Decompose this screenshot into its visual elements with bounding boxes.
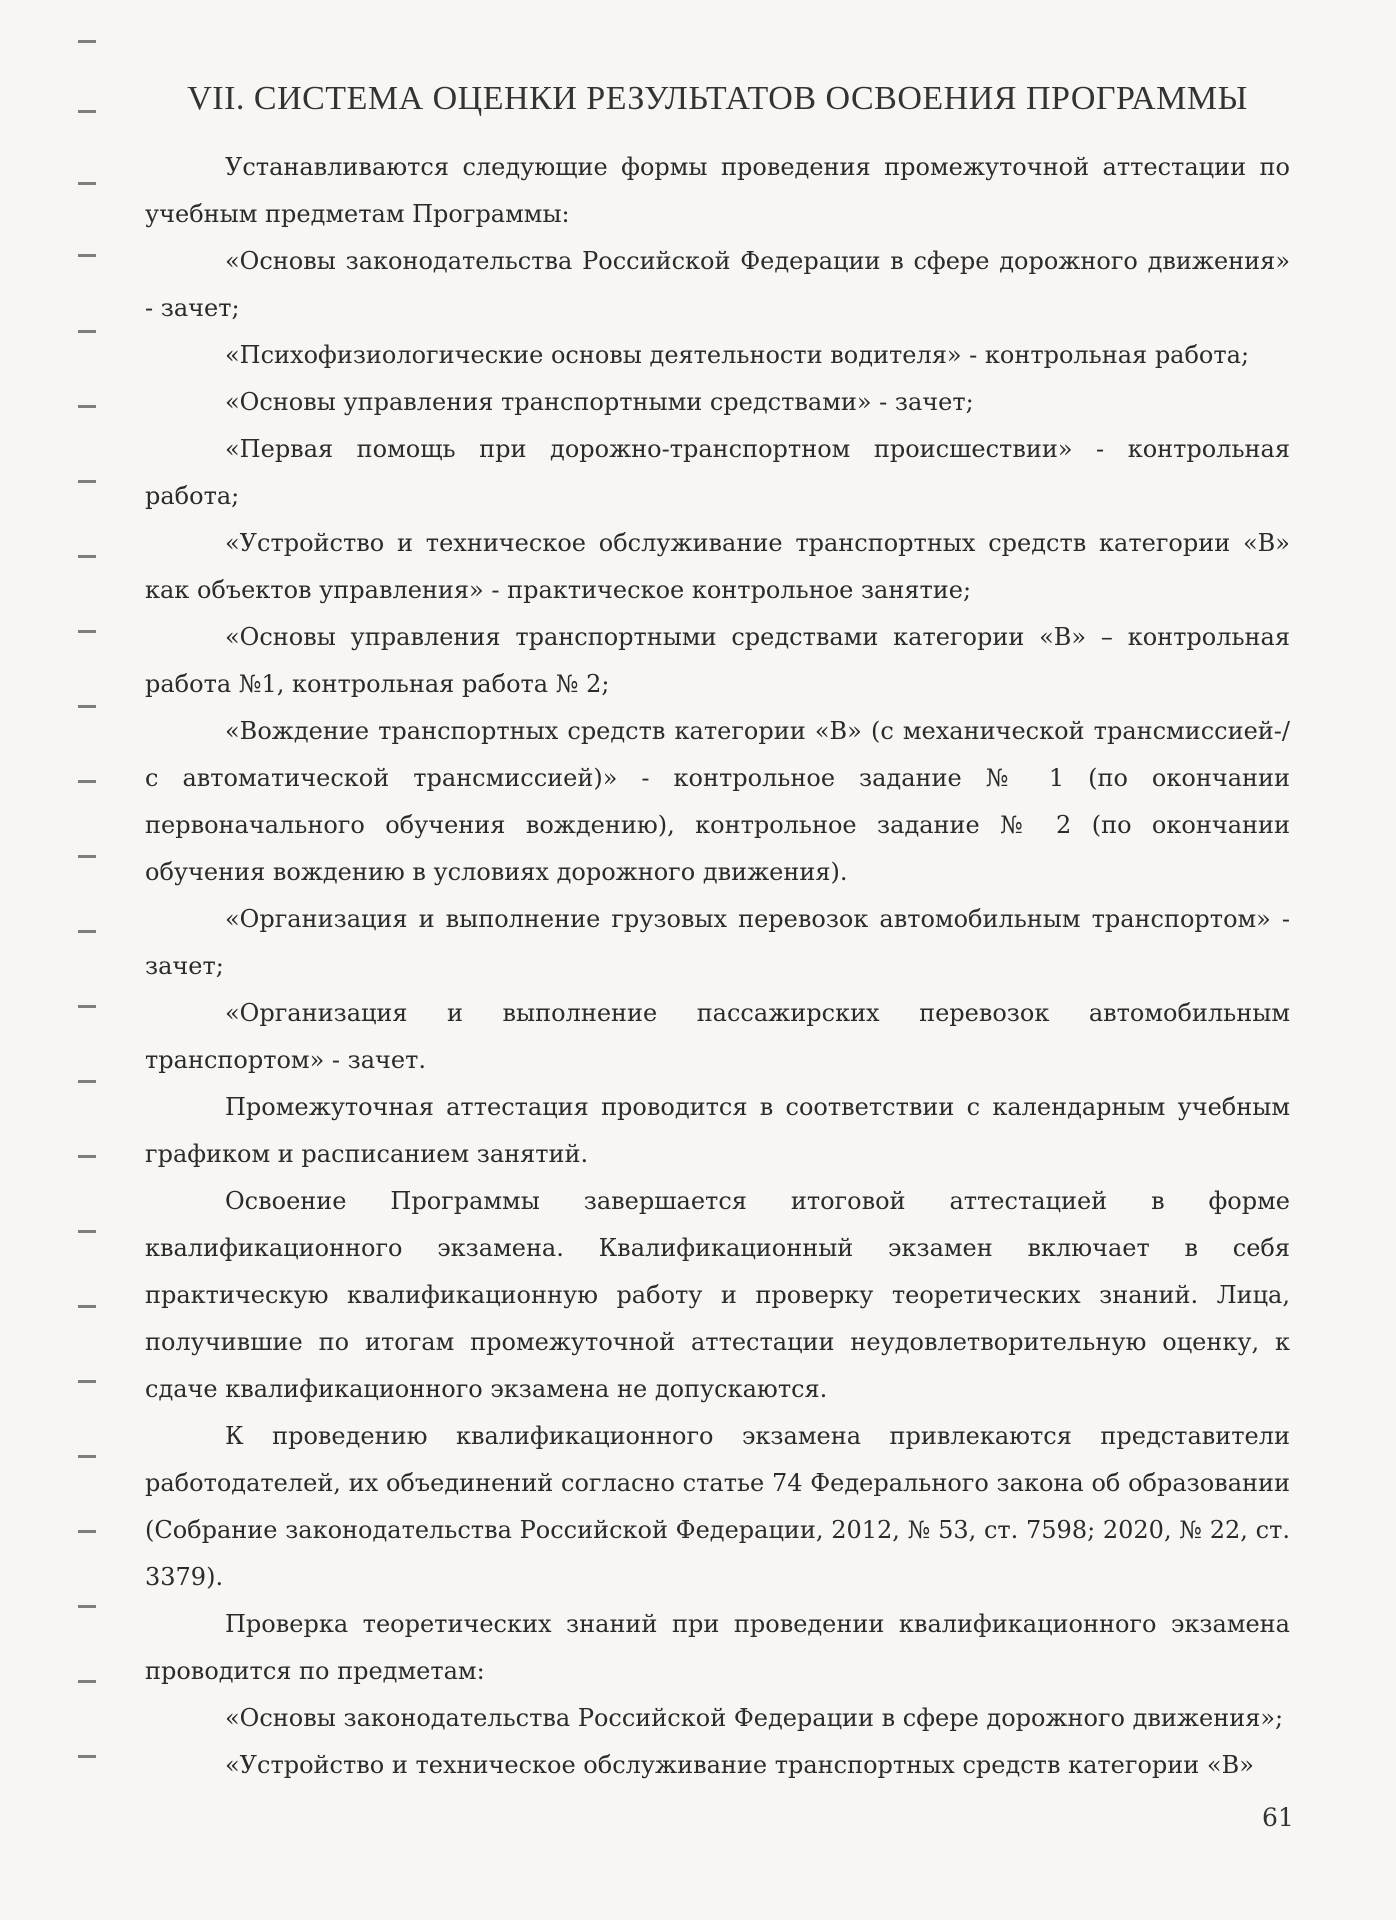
paragraph: «Организация и выполнение грузовых перевозок автомобильным транспортом» - зачет; xyxy=(145,905,1290,980)
paragraph: К проведению квалификационного экзамена привлекаются представители работодателей, их объединений согласно статье 74 Федерального закона об образовании (Собрание законодательства Российской Федерации, 2012, № 53, ст. 7598; 2020, № 22, ст. 3379). xyxy=(145,1422,1290,1591)
paragraph: «Основы управления транспортными средствами» - зачет; xyxy=(225,388,974,416)
document-body xyxy=(145,80,1290,1789)
paragraph: «Первая помощь при дорожно-транспортном происшествии» - контрольная работа; xyxy=(145,435,1290,510)
paragraph: «Основы управления транспортными средствами категории «В» – контрольная работа №1, контрольная работа № 2; xyxy=(145,623,1290,698)
paragraph: «Устройство и техническое обслуживание транспортных средств категории «В» xyxy=(225,1751,1254,1779)
paragraph: Устанавливаются следующие формы проведения промежуточной аттестации по учебным предметам Программы: xyxy=(145,153,1290,228)
paragraph: Освоение Программы завершается итоговой аттестацией в форме квалификационного экзамена. Квалификационный экзамен включает в себя практическую квалификационную работу и проверку теоретических знаний. Лица, получившие по итогам промежуточной аттестации неудовлетворительную оценку, к сдаче квалификационного экзамена не допускаются. xyxy=(145,1187,1290,1403)
paragraph: «Устройство и техническое обслуживание транспортных средств категории «В» как объектов управления» - практическое контрольное занятие; xyxy=(145,529,1290,604)
paragraph: Проверка теоретических знаний при проведении квалификационного экзамена проводится по предметам: xyxy=(145,1610,1290,1685)
paragraph: «Основы законодательства Российской Федерации в сфере дорожного движения»; xyxy=(225,1704,1284,1732)
section-title: VII. СИСТЕМА ОЦЕНКИ РЕЗУЛЬТАТОВ ОСВОЕНИЯ ПРОГРАММЫ xyxy=(187,80,1248,117)
paragraph: «Вождение транспортных средств категории «В» (с механической трансмиссией-/с автоматической трансмиссией)» - контрольное задание № 1 (по окончании первоначального обучения вождению), контрольное задание № 2 (по окончании обучения вождению в условиях дорожного движения). xyxy=(145,717,1290,886)
paragraph: «Основы законодательства Российской Федерации в сфере дорожного движения» - зачет; xyxy=(145,247,1290,322)
paragraph: Промежуточная аттестация проводится в соответствии с календарным учебным графиком и расписанием занятий. xyxy=(145,1093,1290,1168)
paragraph: «Организация и выполнение пассажирских перевозок автомобильным транспортом» - зачет. xyxy=(145,999,1290,1074)
paragraph: «Психофизиологические основы деятельности водителя» - контрольная работа; xyxy=(225,341,1250,369)
binding-marks xyxy=(78,40,98,1820)
page-number: 61 xyxy=(1262,1803,1294,1832)
